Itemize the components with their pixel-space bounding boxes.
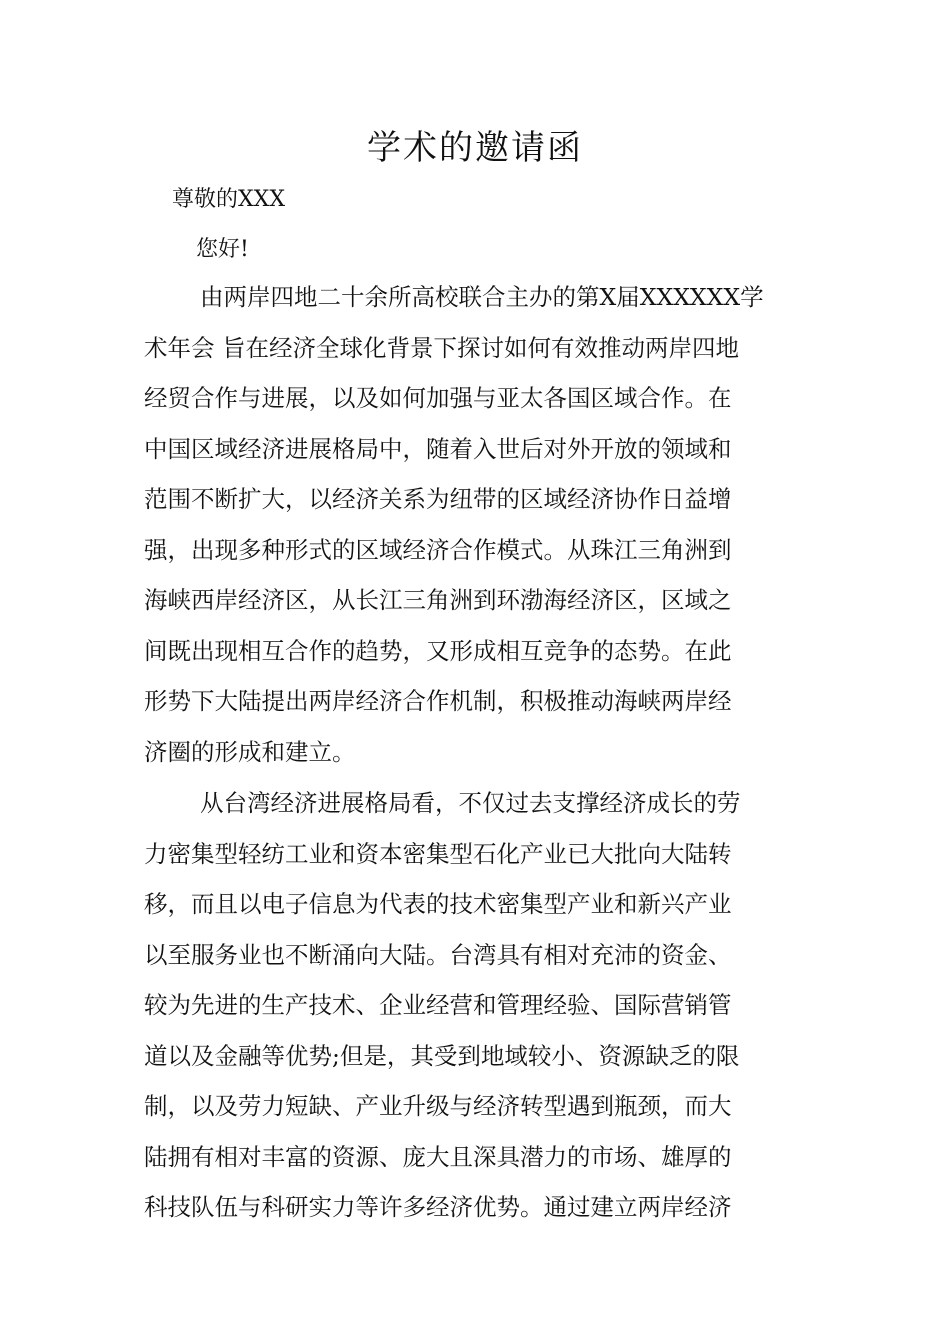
paragraph-2 bbox=[144, 778, 810, 1233]
text-line: 术年会 旨在经济全球化背景下探讨如何有效推动两岸四地 bbox=[144, 333, 739, 362]
text-line: 移，而且以电子信息为代表的技术密集型产业和新兴产业 bbox=[144, 890, 732, 918]
text-line: 海峡西岸经济区，从长江三角洲到环渤海经济区，区域之 bbox=[144, 586, 732, 614]
text-line: 经贸合作与进展，以及如何加强与亚太各国区域合作。在 bbox=[144, 384, 732, 412]
text-line: 制，以及劳力短缺、产业升级与经济转型遇到瓶颈，而大 bbox=[144, 1092, 732, 1120]
text-line: 从台湾经济进展格局看，不仅过去支撑经济成长的劳 bbox=[200, 789, 741, 817]
paragraph-1 bbox=[144, 272, 810, 777]
text-line: 间既出现相互合作的趋势，又形成相互竞争的态势。在此 bbox=[144, 636, 732, 665]
greeting: 您好! bbox=[196, 237, 249, 262]
text-line: 科技队伍与科研实力等许多经济优势。通过建立两岸经济 bbox=[144, 1193, 732, 1221]
text-line: 中国区域经济进展格局中，随着入世后对外开放的领域和 bbox=[144, 434, 732, 463]
text-line: 范围不断扩大，以经济关系为纽带的区域经济协作日益增 bbox=[144, 485, 732, 513]
text-line: 陆拥有相对丰富的资源、庞大且深具潜力的市场、雄厚的 bbox=[144, 1142, 732, 1171]
document-title: 学术的邀请函 bbox=[367, 128, 583, 168]
text-line: 由两岸四地二十余所高校联合主办的第X届XXXXXX学 bbox=[200, 283, 764, 311]
text-line: 道以及金融等优势;但是，其受到地域较小、资源缺乏的限 bbox=[144, 1041, 740, 1070]
text-line: 力密集型轻纺工业和资本密集型石化产业已大批向大陆转 bbox=[144, 839, 732, 868]
text-line: 较为先进的生产技术、企业经营和管理经验、国际营销管 bbox=[144, 991, 732, 1019]
salutation: 尊敬的XXX bbox=[172, 187, 285, 212]
text-line: 形势下大陆提出两岸经济合作机制，积极推动海峡两岸经 bbox=[144, 687, 732, 715]
text-line: 强，出现多种形式的区域经济合作模式。从珠江三角洲到 bbox=[144, 535, 732, 564]
text-line: 济圈的形成和建立。 bbox=[144, 737, 356, 766]
text-line: 以至服务业也不断涌向大陆。台湾具有相对充沛的资金、 bbox=[144, 940, 732, 969]
